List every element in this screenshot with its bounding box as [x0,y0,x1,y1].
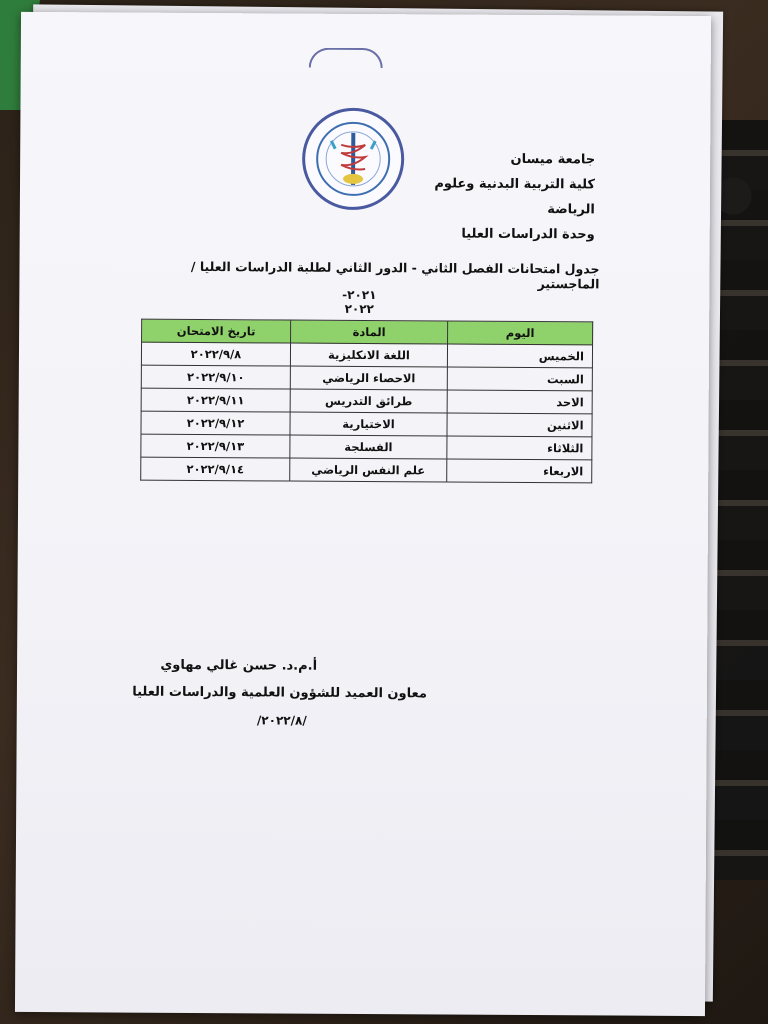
university-name: جامعة ميسان [510,151,596,168]
cell-day: الخميس [447,344,592,368]
signature-block [127,653,427,735]
cell-date: ٢٠٢٢/٩/١٢ [141,411,290,435]
signatory-name: أ.م.د. حسن غالي مهاوي [160,657,318,674]
signature-date: /٢٠٢٢/٨/ [256,713,307,728]
college-name: كلية التربية البدنية وعلوم الرياضة [434,176,596,218]
partial-logo-top [309,48,383,68]
cell-day: السبت [447,367,592,391]
schedule-title: جدول امتحانات الفصل الثاني - الدور الثاني لطلبة الدراسات العليا / الماجستير [190,258,600,292]
college-emblem-icon [302,108,405,211]
cell-subject: الاحصاء الرياضي [290,366,447,390]
cell-date: ٢٠٢٢/٩/٨ [141,342,290,366]
cell-date: ٢٠٢٢/٩/١١ [141,388,290,412]
cell-subject: اللغة الانكليزية [290,343,447,367]
signatory-title: معاون العميد للشؤون العلمية والدراسات العليا [132,684,427,702]
table-row [141,457,592,483]
table-row [141,342,592,368]
exam-schedule-table [140,319,593,484]
cell-date: ٢٠٢٢/٩/١٠ [141,365,290,389]
cell-date: ٢٠٢٢/٩/١٤ [141,457,290,481]
cell-day: الاحد [447,390,592,414]
cell-subject: الاختيارية [290,412,447,436]
academic-years: ٢٠٢١- ٢٠٢٢ [342,287,377,317]
column-header-day: اليوم [448,321,593,345]
cell-date: ٢٠٢٢/٩/١٣ [141,434,290,458]
cell-subject: الفسلجة [290,435,447,459]
table-row [141,388,592,414]
unit-name: وحدة الدراسات العليا [461,226,595,243]
column-header-subject: المادة [291,320,448,344]
cell-subject: طرائق التدريس [290,389,447,413]
table-row [141,411,592,437]
cell-day: الاربعاء [447,459,592,483]
cell-day: الثلاثاء [447,436,592,460]
cell-subject: علم النفس الرياضي [290,458,447,482]
institution-header [400,146,596,247]
table-row [141,434,592,460]
table-header-row [142,319,593,345]
column-header-date: تاريخ الامتحان [142,319,291,343]
cell-day: الاثنين [447,413,592,437]
document-page [15,12,711,1016]
table-row [141,365,592,391]
